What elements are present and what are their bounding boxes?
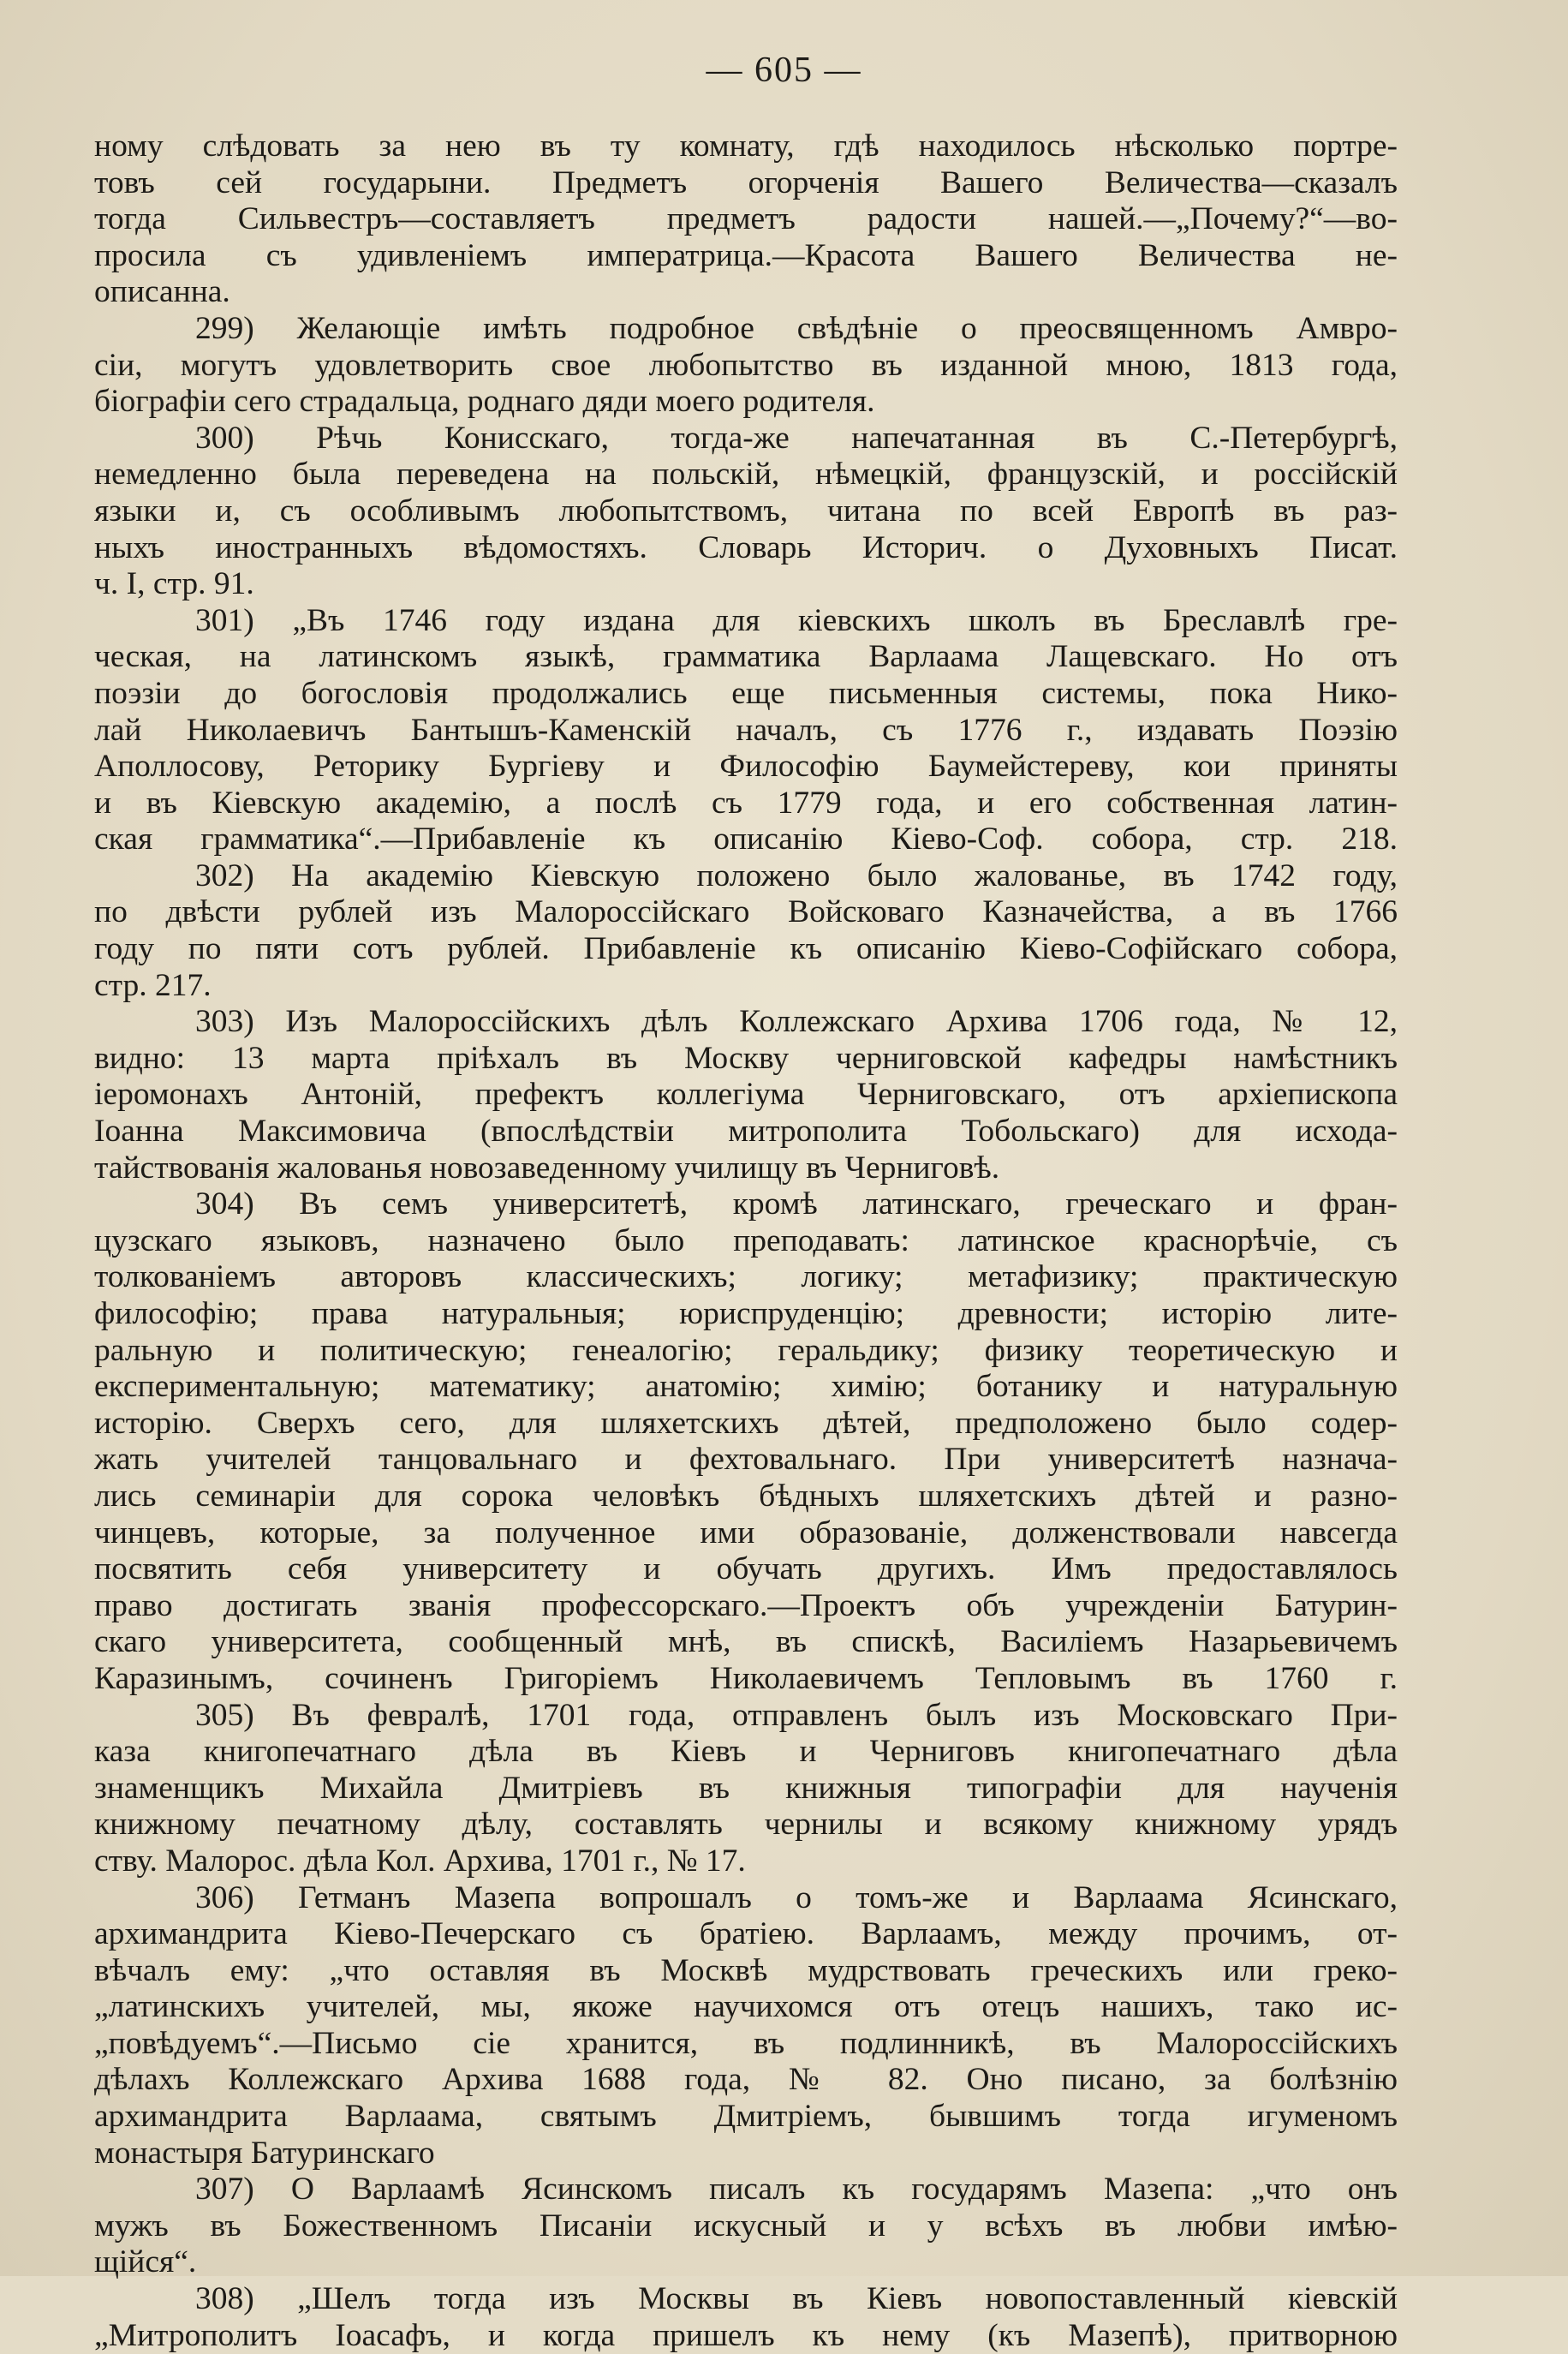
text-line: „латинскихъ учителей, мы, якоже научихомся отъ отецъ нашихъ, тако ис- [94,1989,1398,2025]
text-line: толкованіемъ авторовъ классическихъ; логику; метафизику; практическую [94,1259,1398,1295]
text-line: ному слѣдовать за нею въ ту комнату, гдѣ находилось нѣсколько портре- [94,128,1398,164]
text-line: просила съ удивленіемъ императрица.—Красота Вашего Величества не- [94,237,1398,273]
text-line: архимандрита Кіево-Печерскаго съ братіею. Варлаамъ, между прочимъ, от- [94,1916,1398,1952]
text-line: чинцевъ, которые, за полученное ими образованіе, долженствовали навсегда [94,1515,1398,1550]
text-line: щійся“. [94,2244,197,2280]
text-line: 308) „Шелъ тогда изъ Москвы въ Кіевъ новопоставленный кіевскій [195,2281,1398,2317]
text-line: каза книгопечатнаго дѣла въ Кіевъ и Черниговъ книгопечатнаго дѣла [94,1734,1398,1770]
text-line: мужъ въ Божественномъ Писаніи искусный и у всѣхъ въ любви имѣю- [94,2208,1398,2243]
text-line: Іоанна Максимовича (впослѣдствіи митрополита Тобольскаго) для исхода- [94,1114,1398,1150]
text-line: право достигать званія профессорскаго.—Проектъ объ учрежденіи Батурин- [94,1587,1398,1623]
page-number: — 605 — [706,51,862,90]
text-line: „Митрополитъ Іоасафъ, и когда пришелъ къ нему (къ Мазепѣ), притворною [94,2317,1398,2353]
text-line: поэзіи до богословія продолжались еще письменныя системы, пока Нико- [94,675,1398,711]
text-line: стр. 217. [94,967,212,1003]
text-line: експериментальную; математику; анатомію; химію; ботанику и натуральную [94,1369,1398,1405]
text-line: знаменщикъ Михайла Дмитріевъ въ книжныя типографіи для наученія [94,1770,1398,1806]
text-line: сіи, могутъ удовлетворить свое любопытство въ изданной мною, 1813 года, [94,347,1398,383]
text-line: біографіи сего страдальца, роднаго дяди моего родителя. [94,384,875,420]
text-line: книжному печатному дѣлу, составлять чернилы и всякому книжному урядъ [94,1807,1398,1843]
text-line: видно: 13 марта пріѣхалъ въ Москву черниговской кафедры намѣстникъ [94,1040,1398,1076]
text-line: лись семинаріи для сорока человѣкъ бѣдныхъ шляхетскихъ дѣтей и разно- [94,1478,1398,1514]
text-line: іеромонахъ Антоній, префектъ коллегіума Черниговскаго, отъ архіепископа [94,1077,1398,1113]
text-line: по двѣсти рублей изъ Малороссійскаго Войсковаго Казначейства, а въ 1766 [94,894,1398,930]
text-line: товъ сей государыни. Предметъ огорченія Вашего Величества—сказалъ [94,164,1398,200]
text-line: ч. I, стр. 91. [94,566,254,602]
body-text [94,128,1398,2354]
text-line: „повѣдуемъ“.—Письмо сіе хранится, въ подлинникѣ, въ Малороссійскихъ [94,2025,1398,2061]
text-line: исторію. Сверхъ сего, для шляхетскихъ дѣтей, предположено было содер- [94,1405,1398,1441]
text-line: 305) Въ февралѣ, 1701 года, отправленъ былъ изъ Московскаго При- [195,1697,1398,1733]
text-line: жать учителей танцовальнаго и фехтовальнаго. При университетѣ назнача- [94,1442,1398,1478]
text-line: описанна. [94,274,230,310]
text-line: 302) На академію Кіевскую положено было жалованье, въ 1742 году, [195,857,1398,893]
text-line: тогда Сильвестръ—составляетъ предметъ радости нашей.—„Почему?“—во- [94,201,1398,237]
text-line: ству. Малорос. дѣла Кол. Архива, 1701 г., № 17. [94,1843,746,1879]
text-line: 299) Желающіе имѣть подробное свѣдѣніе о преосвященномъ Амвро- [195,310,1398,346]
text-line: ская грамматика“.—Прибавленіе къ описанію Кіево-Соф. собора, стр. 218. [94,822,1398,857]
text-line: посвятить себя университету и обучать другихъ. Имъ предоставлялось [94,1551,1398,1587]
text-line: философію; права натуральныя; юриспруденцію; древности; исторію лите- [94,1296,1398,1331]
text-line: 304) Въ семъ университетѣ, кромѣ латинскаго, греческаго и фран- [195,1186,1398,1222]
text-line: немедленно была переведена на польскій, нѣмецкій, французскій, и россійскій [94,457,1398,493]
text-line: тайствованія жалованья новозаведенному училищу въ Черниговѣ. [94,1150,1000,1186]
text-line: Каразинымъ, сочиненъ Григоріемъ Николаевичемъ Тепловымъ въ 1760 г. [94,1660,1398,1696]
text-line: вѣчалъ ему: „что оставляя въ Москвѣ мудрствовать греческихъ или греко- [94,1952,1398,1988]
text-line: лай Николаевичъ Бантышъ-Каменскій началъ, съ 1776 г., издавать Поэзію [94,712,1398,748]
text-line: 307) О Варлаамѣ Ясинскомъ писалъ къ государямъ Мазепа: „что онъ [195,2172,1398,2208]
text-line: 306) Гетманъ Мазепа вопрошалъ о томъ-же и Варлаама Ясинскаго, [195,1879,1398,1915]
text-line: 300) Рѣчь Конисскаго, тогда-же напечатанная въ С.-Петербургѣ, [195,420,1398,456]
text-line: монастыря Батуринскаго [94,2135,435,2171]
text-line: и въ Кіевскую академію, а послѣ съ 1779 года, и его собственная латин- [94,785,1398,821]
text-line: Аполлосову, Реторику Бургіеву и Философію Баумейстереву, кои приняты [94,749,1398,785]
text-line: 303) Изъ Малороссійскихъ дѣлъ Коллежскаго Архива 1706 года, № 12, [195,1004,1398,1040]
text-line: архимандрита Варлаама, святымъ Дмитріемъ, бывшимъ тогда игуменомъ [94,2099,1398,2135]
text-line: скаго университета, сообщенный мнѣ, въ спискѣ, Василіемъ Назарьевичемъ [94,1624,1398,1660]
text-line: ральную и политическую; генеалогію; геральдику; физику теоретическую и [94,1332,1398,1368]
text-line: 301) „Въ 1746 году издана для кіевскихъ школъ въ Бреславлѣ гре- [195,602,1398,638]
text-line: году по пяти сотъ рублей. Прибавленіе къ описанію Кіево-Софійскаго собора, [94,931,1398,967]
text-line: цузскаго языковъ, назначено было преподавать: латинское краснорѣчіе, съ [94,1222,1398,1258]
text-line: дѣлахъ Коллежскаго Архива 1688 года, № 82. Оно писано, за болѣзнію [94,2062,1398,2098]
text-line: ныхъ иностранныхъ вѣдомостяхъ. Словарь Историч. о Духовныхъ Писат. [94,529,1398,565]
text-line: ческая, на латинскомъ языкѣ, грамматика Варлаама Лащевскаго. Но отъ [94,639,1398,675]
text-line: языки и, съ особливымъ любопытствомъ, читана по всей Европѣ въ раз- [94,493,1398,529]
